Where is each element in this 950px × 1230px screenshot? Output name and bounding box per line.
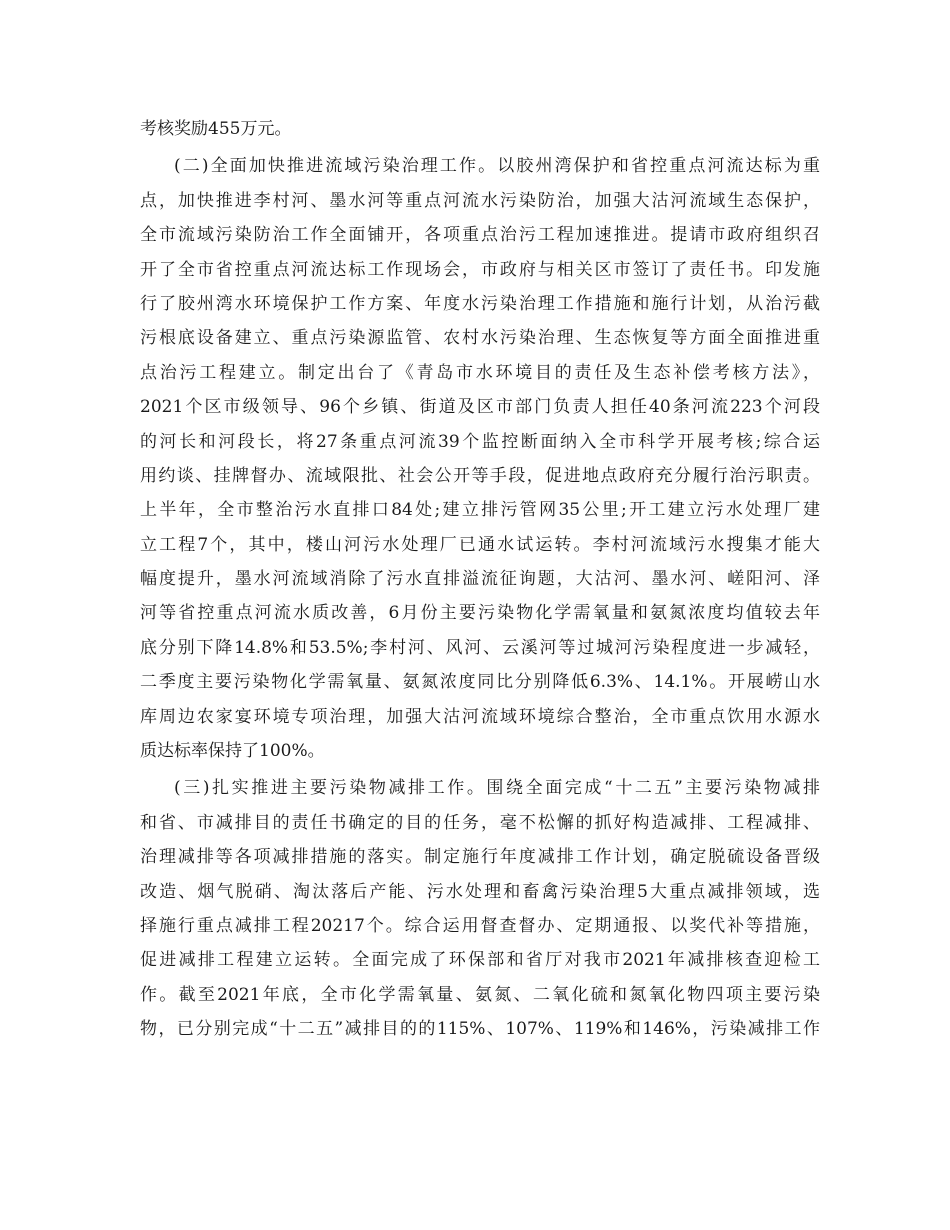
text-line: 立工程7个，其中，楼山河污水处理厂已通水试运转。李村河流域污水搜集才能大 — [140, 534, 820, 555]
text-line: 开了全市省控重点河流达标工作现场会，市政府与相关区市签订了责任书。印发施 — [140, 259, 820, 280]
text-line: 促进减排工程建立运转。全面完成了环保部和省厅对我市2021年减排核查迎检工 — [140, 950, 820, 971]
paragraph — [140, 112, 820, 146]
paragraph — [140, 149, 820, 768]
text-line: 质达标率保持了100%。 — [140, 741, 325, 762]
text-line: 行了胶州湾水环境保护工作方案、年度水污染治理工作措施和施行计划，从治污截 — [140, 293, 820, 314]
text-line: 物，已分别完成“十二五”减排目的的115%、107%、119%和146%，污染减排工作 — [140, 1019, 820, 1040]
text-line: 用约谈、挂牌督办、流域限批、社会公开等手段，促进地点政府充分履行治污职责。 — [140, 465, 820, 486]
paragraph — [140, 771, 820, 1046]
text-line: 污根底设备建立、重点污染源监管、农村水污染治理、生态恢复等方面全面推进重 — [140, 328, 820, 349]
text-line: 底分别下降14.8%和53.5%;李村河、风河、云溪河等过城河污染程度进一步减轻， — [140, 637, 820, 658]
text-line: 点，加快推进李村河、墨水河等重点河流水污染防治，加强大沽河流域生态保护， — [140, 190, 820, 211]
text-line: 治理减排等各项减排措施的落实。制定施行年度减排工作计划，确定脱硫设备晋级 — [140, 847, 820, 868]
text-line: (二)全面加快推进流域污染治理工作。以胶州湾保护和省控重点河流达标为重 — [174, 156, 820, 177]
text-line: 2021个区市级领导、96个乡镇、街道及区市部门负责人担任40条河流223个河段 — [140, 397, 820, 418]
text-line: 二季度主要污染物化学需氧量、氨氮浓度同比分别降低6.3%、14.1%。开展崂山水 — [140, 672, 820, 693]
document-body — [140, 112, 820, 1047]
text-line: 的河长和河段长，将27条重点河流39个监控断面纳入全市科学开展考核;综合运 — [140, 431, 820, 452]
text-line: 全市流域污染防治工作全面铺开，各项重点治污工程加速推进。提请市政府组织召 — [140, 225, 820, 246]
text-line: 上半年，全市整治污水直排口84处;建立排污管网35公里;开工建立污水处理厂建 — [140, 500, 820, 521]
text-line: 择施行重点减排工程20217个。综合运用督查督办、定期通报、以奖代补等措施， — [140, 915, 820, 936]
text-line: 考核奖励455万元。 — [140, 119, 292, 139]
text-line: 幅度提升，墨水河流域消除了污水直排溢流征询题，大沽河、墨水河、嵯阳河、泽 — [140, 569, 820, 590]
text-line: 库周边农家宴环境专项治理，加强大沽河流域环境综合整治，全市重点饮用水源水 — [140, 706, 820, 727]
text-line: 点治污工程建立。制定出台了《青岛市水环境目的责任及生态补偿考核方法》， — [140, 362, 820, 383]
text-line: 作。截至2021年底，全市化学需氧量、氨氮、二氧化硫和氮氧化物四项主要污染 — [140, 984, 820, 1005]
text-line: (三)扎实推进主要污染物减排工作。围绕全面完成“十二五”主要污染物减排 — [174, 778, 820, 799]
text-line: 改造、烟气脱硝、淘汰落后产能、污水处理和畜禽污染治理5大重点减排领域，选 — [140, 881, 820, 902]
text-line: 河等省控重点河流水质改善，6月份主要污染物化学需氧量和氨氮浓度均值较去年 — [140, 603, 820, 624]
text-line: 和省、市减排目的责任书确定的目的任务，毫不松懈的抓好构造减排、工程减排、 — [140, 812, 820, 833]
